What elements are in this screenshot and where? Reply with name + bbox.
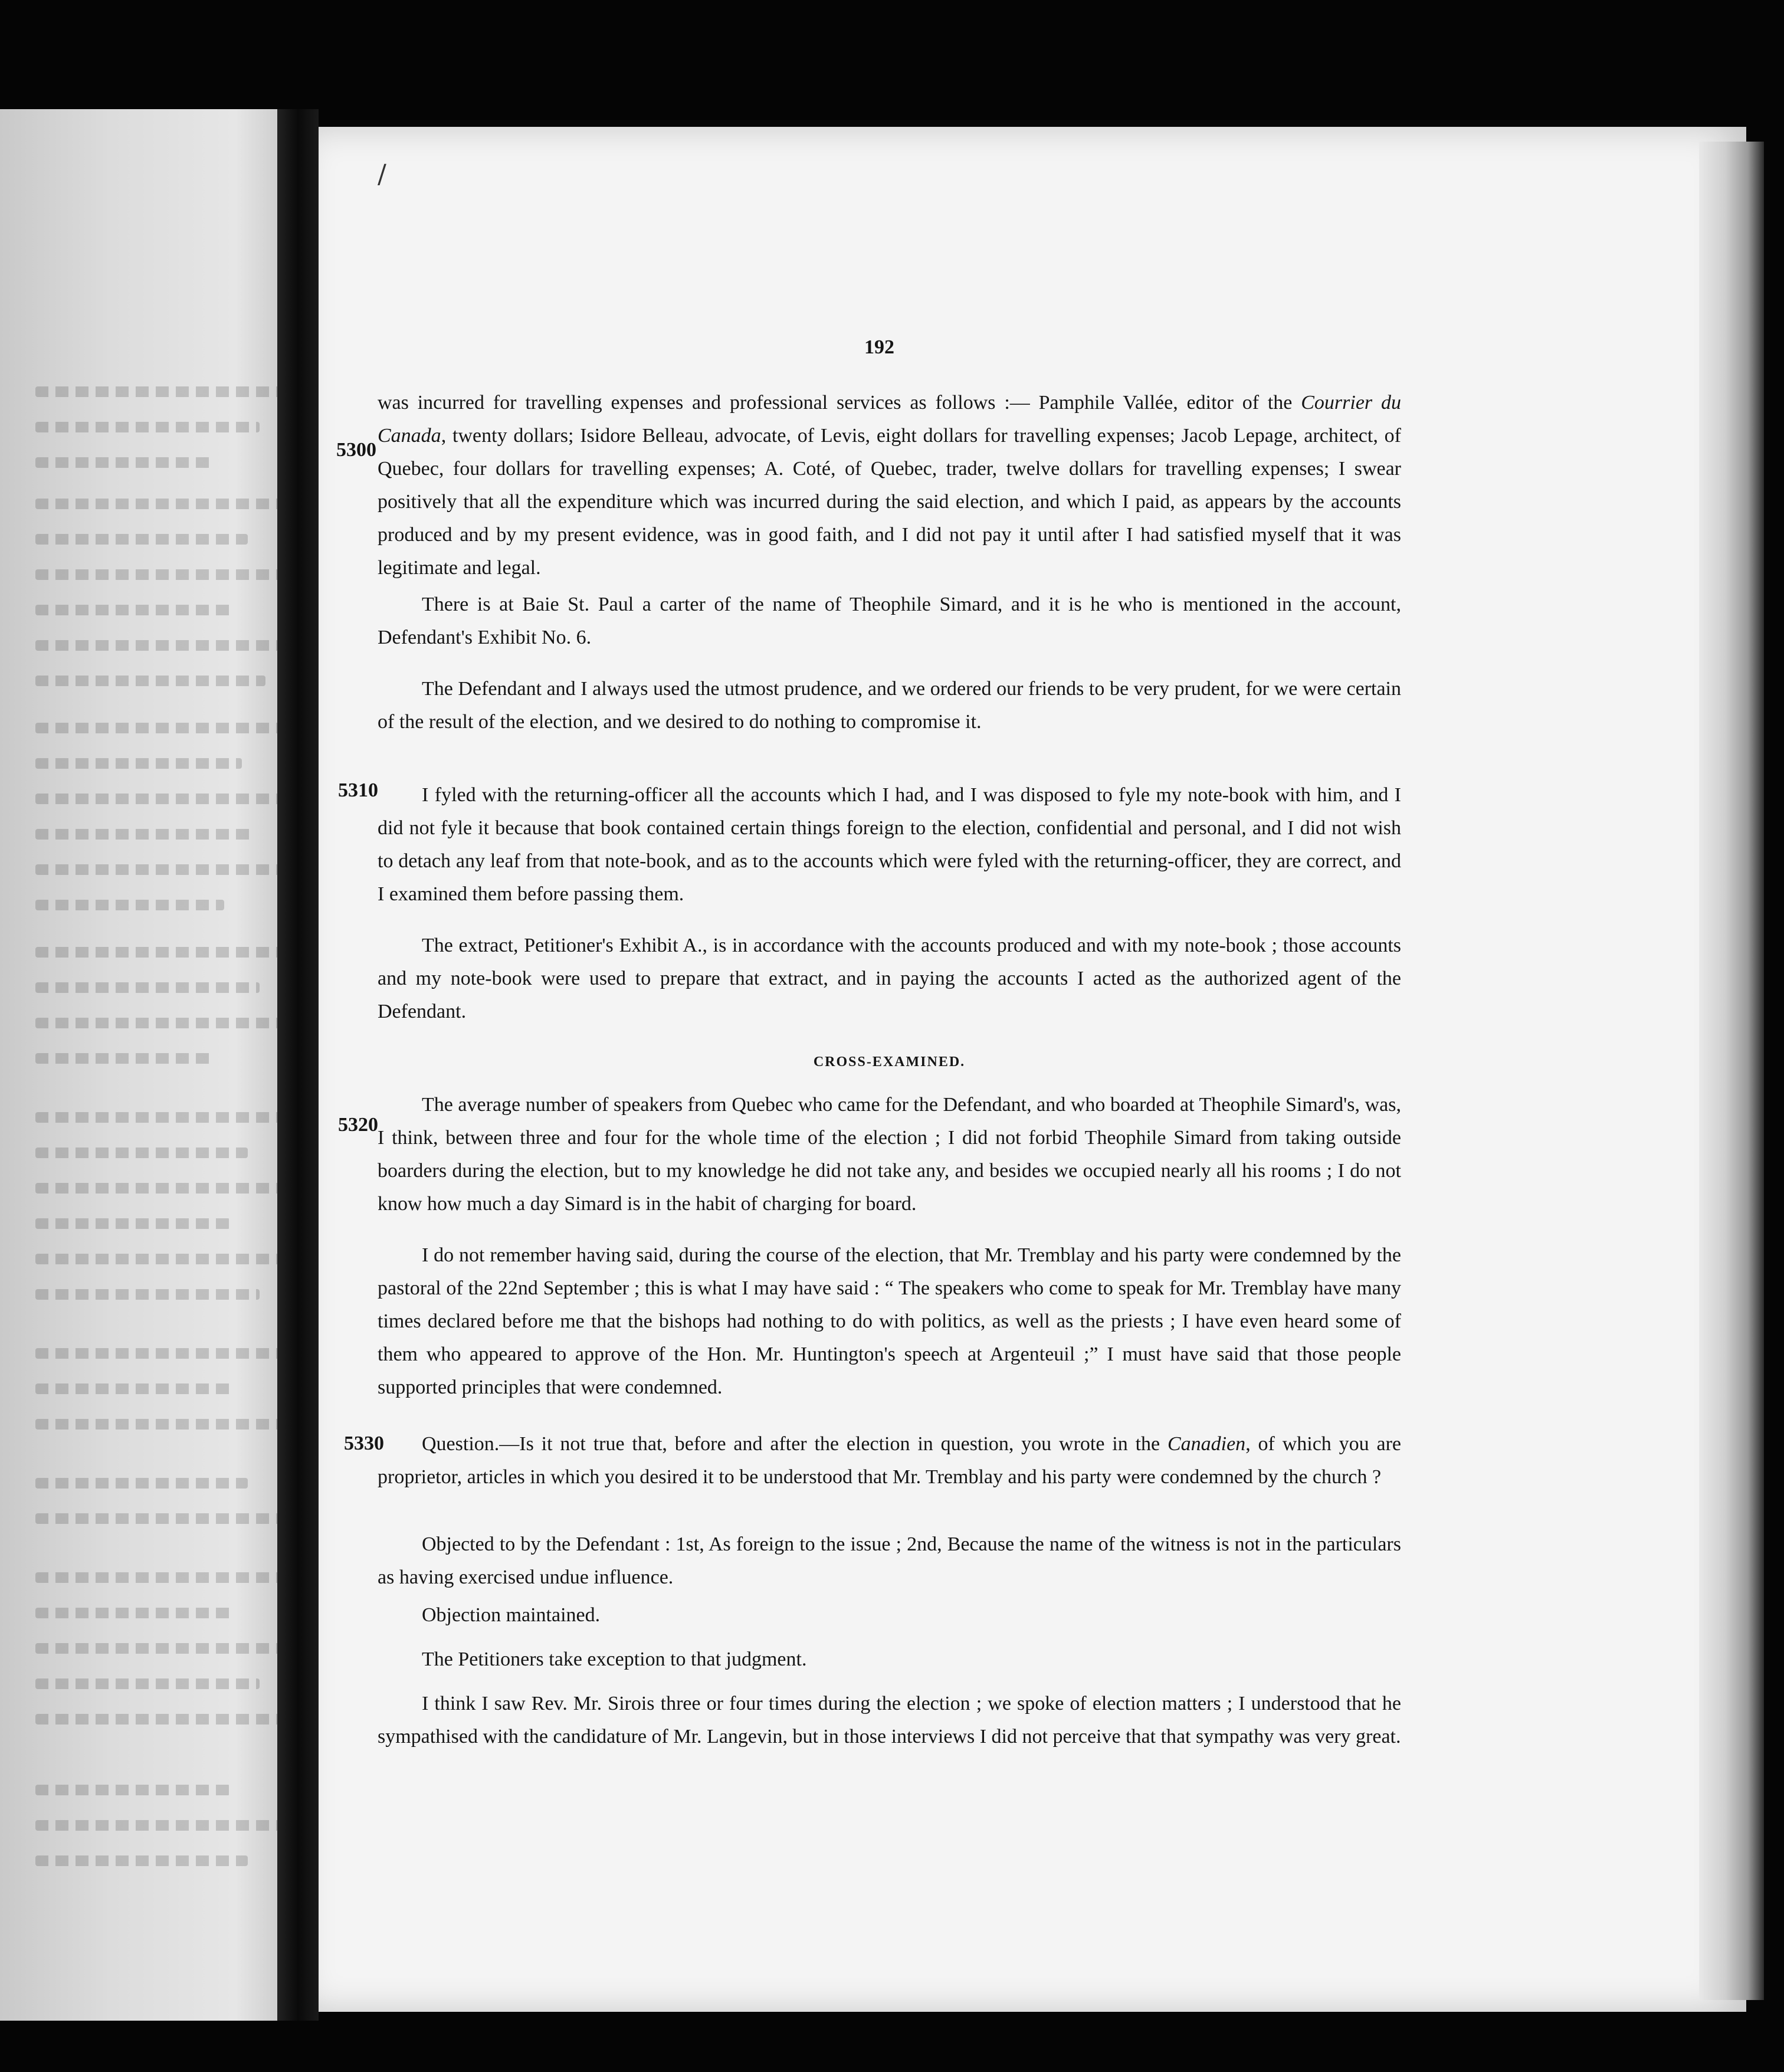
bleed-through-text: [35, 900, 224, 910]
paragraph: I think I saw Rev. Mr. Sirois three or four times during the election ; we spoke of election matters ; I understood that he sympathised with the candidature of Mr. Langevin, but in those interviews I did not perceive that that sympathy was very great.: [378, 1693, 1401, 1748]
bleed-through-text: [35, 1018, 277, 1028]
bleed-through-text: [35, 1608, 236, 1618]
bleed-through-text: [35, 1785, 230, 1795]
bleed-through-text: [35, 1148, 248, 1158]
bleed-through-text: [35, 1478, 248, 1489]
line-number-5330: 5330: [344, 1432, 384, 1454]
newspaper-title: Canadien: [1167, 1433, 1246, 1455]
bleed-through-text: [35, 1855, 248, 1866]
bleed-through-text: [35, 534, 248, 545]
bleed-through-text: [35, 1643, 277, 1654]
paragraph-text: , of which you are proprietor, articles in which you desired it to be understood that Mr. Tremblay and his party were condemned by the church ?: [378, 1433, 1401, 1488]
line-number-5310: 5310: [338, 779, 378, 801]
bleed-through-text: [35, 422, 260, 432]
bleed-through-text: [35, 864, 277, 875]
bleed-through-text: [35, 1714, 277, 1725]
bleed-through-text: [35, 982, 260, 993]
bleed-through-text: [35, 758, 242, 769]
bleed-through-text: [35, 1254, 277, 1264]
bleed-through-text: [35, 1820, 277, 1831]
paragraph: The Petitioners take exception to that judgment.: [422, 1648, 807, 1670]
paragraph: Objection maintained.: [422, 1604, 601, 1626]
paragraph: [378, 1428, 1401, 1494]
bleed-through-text: [35, 723, 277, 733]
bleed-through-text: [35, 1289, 260, 1300]
paragraph-text: Question.—Is it not true that, before and after the election in question, you wrote in the: [422, 1433, 1168, 1455]
paragraph: The average number of speakers from Quebec who came for the Defendant, and who boarded at Theophile Simard's, was, I think, between three and four for the whole time of the election ; I did not forbid Theophile Simard from taking outside boarders during the election, but to my knowledge he did not take any, and besides we occupied nearly all his rooms ; I do not know how much a day Simard is in the habit of charging for board.: [378, 1094, 1401, 1215]
paragraph-text: was incurred for travelling expenses and professional services as follows :— Pamphile Vallée, editor of the: [378, 392, 1301, 414]
bleed-through-text: [35, 1218, 230, 1229]
paragraph-text: , twenty dollars; Isidore Belleau, advocate, of Levis, eight dollars for travelling expenses; Jacob Lepage, architect, of Quebec, four dollars for travelling expenses; A. Coté, of Quebec, trader, twelve dollars for travelling expenses; I swear positively that all the expenditure which was incurred during the said election, and which I paid, as appears by the accounts produced and by my present evidence, was in good faith, and I did not pay it until after I had satisfied myself that it was legitimate and legal.: [378, 425, 1401, 579]
bleed-through-text: [35, 1053, 212, 1064]
bleed-through-text: [35, 569, 277, 580]
bleed-through-text: [35, 1513, 277, 1524]
bleed-through-text: [35, 1678, 260, 1689]
page-edge-shadow: [1699, 142, 1764, 2000]
bleed-through-text: [35, 1383, 236, 1394]
bleed-through-text: [35, 947, 277, 958]
bleed-through-text: [35, 1572, 277, 1583]
bleed-through-text: [35, 605, 236, 615]
bleed-through-text: [35, 1112, 277, 1123]
paragraph: [378, 386, 1401, 585]
bleed-through-text: [35, 499, 277, 509]
paragraph: Objected to by the Defendant : 1st, As foreign to the issue ; 2nd, Because the name of the witness is not in the particulars as having exercised undue influence.: [378, 1533, 1401, 1588]
section-heading: CROSS-EXAMINED.: [813, 1054, 966, 1070]
bleed-through-text: [35, 794, 277, 804]
book-gutter: [277, 109, 319, 2021]
left-facing-page: [0, 109, 277, 2021]
paragraph: I do not remember having said, during the course of the election, that Mr. Tremblay and his party were condemned by the pastoral of the 22nd September ; this is what I may have said : “ The speakers who come to speak for Mr. Tremblay have many times declared before me that the bishops had nothing to do with politics, as well as the priests ; I have even heard some of them who appeared to approve of the Hon. Mr. Huntington's speech at Argenteuil ;” I must have said that those people supported principles that were condemned.: [378, 1244, 1401, 1398]
paragraph: The Defendant and I always used the utmost prudence, and we ordered our friends to be very prudent, for we were certain of the result of the election, and we desired to do nothing to compromise it.: [378, 678, 1401, 733]
pencil-mark: /: [378, 159, 386, 189]
line-number-5320: 5320: [338, 1114, 378, 1136]
bleed-through-text: [35, 640, 277, 651]
bleed-through-text: [35, 386, 277, 397]
bleed-through-text: [35, 1183, 277, 1194]
paragraph: I fyled with the returning-officer all the accounts which I had, and I was disposed to fyle my note-book with him, and I did not fyle it because that book contained certain things foreign to the election, confidential and personal, and I did not wish to detach any leaf from that note-book, and as to the accounts which were fyled with the returning-officer, they are correct, and I examined them before passing them.: [378, 784, 1401, 905]
paragraph: The extract, Petitioner's Exhibit A., is in accordance with the accounts produced and with my note-book ; those accounts and my note-book were used to prepare that extract, and in paying the accounts I acted as the authorized agent of the Defendant.: [378, 935, 1401, 1022]
newspaper-title: Courrier du Canada: [378, 392, 1401, 447]
bleed-through-text: [35, 1419, 277, 1430]
paragraph: There is at Baie St. Paul a carter of the name of Theophile Simard, and it is he who is mentioned in the account, Defendant's Exhibit No. 6.: [378, 594, 1401, 648]
page-number: 192: [864, 336, 894, 358]
bleed-through-text: [35, 457, 212, 468]
bleed-through-text: [35, 676, 265, 686]
line-number-5300: 5300: [336, 439, 376, 461]
bleed-through-text: [35, 1348, 277, 1359]
bleed-through-text: [35, 829, 254, 840]
